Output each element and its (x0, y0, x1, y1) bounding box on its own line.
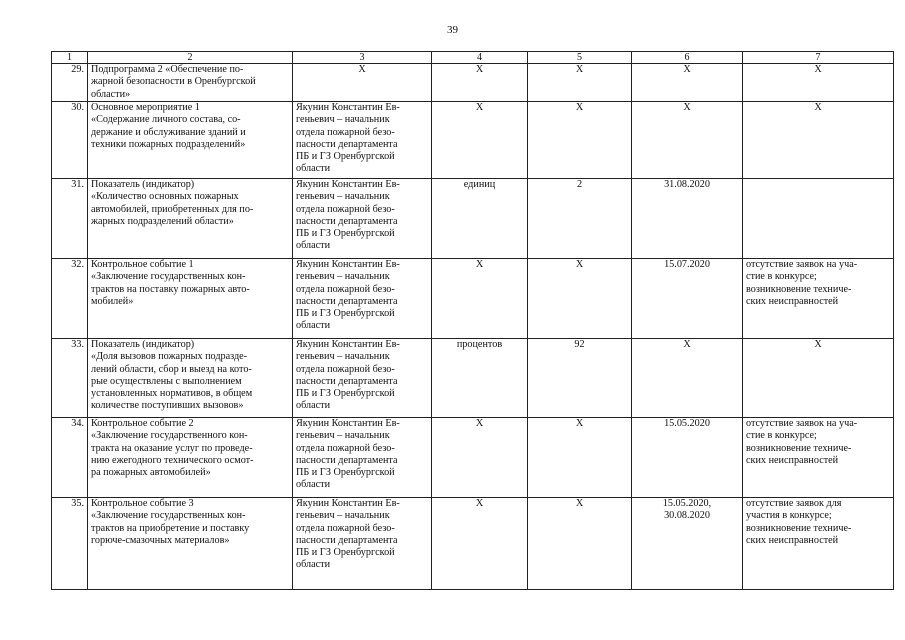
risks: X (743, 102, 894, 179)
deadline-date: X (632, 64, 743, 102)
column-header: 5 (528, 52, 632, 64)
column-header: 3 (293, 52, 432, 64)
unit: X (432, 418, 528, 498)
row-number: 35. (52, 498, 88, 590)
risks: отсутствие заявок на уча- стие в конкурсе; возникновение техниче- ских неисправностей (743, 418, 894, 498)
responsible-person: Якунин Константин Ев- геньевич – начальник отдела пожарной безо- пасности департамента ПБ и ГЗ Оренбургской области (293, 102, 432, 179)
responsible-person: Якунин Константин Ев- геньевич – начальник отдела пожарной безо- пасности департамента ПБ и ГЗ Оренбургской области (293, 418, 432, 498)
table-row (52, 498, 894, 590)
unit: X (432, 259, 528, 339)
row-number: 30. (52, 102, 88, 179)
column-header-row (52, 52, 894, 64)
column-header: 1 (52, 52, 88, 64)
responsible-person: Якунин Константин Ев- геньевич – начальник отдела пожарной безо- пасности департамента ПБ и ГЗ Оренбургской области (293, 259, 432, 339)
table-row (52, 339, 894, 418)
deadline-date: 15.05.2020, 30.08.2020 (632, 498, 743, 590)
unit: процентов (432, 339, 528, 418)
plan-table (51, 51, 894, 590)
row-number: 31. (52, 179, 88, 259)
row-number: 29. (52, 64, 88, 102)
deadline-date: 15.07.2020 (632, 259, 743, 339)
responsible-person: X (293, 64, 432, 102)
risks (743, 179, 894, 259)
row-number: 33. (52, 339, 88, 418)
deadline-date: 31.08.2020 (632, 179, 743, 259)
unit: X (432, 102, 528, 179)
responsible-person: Якунин Константин Ев- геньевич – начальник отдела пожарной безо- пасности департамента ПБ и ГЗ Оренбургской области (293, 179, 432, 259)
column-header: 7 (743, 52, 894, 64)
table-row (52, 102, 894, 179)
deadline-date: X (632, 102, 743, 179)
unit: X (432, 498, 528, 590)
table-row (52, 64, 894, 102)
responsible-person: Якунин Константин Ев- геньевич – начальник отдела пожарной безо- пасности департамента ПБ и ГЗ Оренбургской области (293, 498, 432, 590)
item-name: Подпрограмма 2 «Обеспечение по- жарной безопасности в Оренбургской области» (88, 64, 293, 102)
table-row (52, 418, 894, 498)
unit: X (432, 64, 528, 102)
target-value: X (528, 102, 632, 179)
risks: отсутствие заявок на уча- стие в конкурсе; возникновение техниче- ских неисправностей (743, 259, 894, 339)
target-value: X (528, 498, 632, 590)
item-name: Контрольное событие 1 «Заключение государственных кон- трактов на поставку пожарных авто- мобилей» (88, 259, 293, 339)
responsible-person: Якунин Константин Ев- геньевич – начальник отдела пожарной безо- пасности департамента ПБ и ГЗ Оренбургской области (293, 339, 432, 418)
target-value: 2 (528, 179, 632, 259)
column-header: 4 (432, 52, 528, 64)
risks: X (743, 64, 894, 102)
target-value: 92 (528, 339, 632, 418)
item-name: Показатель (индикатор) «Доля вызовов пожарных подразде- лений области, сбор и выезд на кото- рые осуществлены с выполнением установленных нормативов, в общем количестве поступивших вызовов» (88, 339, 293, 418)
item-name: Показатель (индикатор) «Количество основных пожарных автомобилей, приобретенных для по- жарных подразделений области» (88, 179, 293, 259)
risks: X (743, 339, 894, 418)
target-value: X (528, 259, 632, 339)
page-number: 39 (447, 24, 458, 36)
risks: отсутствие заявок для участия в конкурсе; возникновение техниче- ских неисправностей (743, 498, 894, 590)
deadline-date: X (632, 339, 743, 418)
deadline-date: 15.05.2020 (632, 418, 743, 498)
item-name: Основное мероприятие 1 «Содержание личного состава, со- держание и обслуживание зданий и техники пожарных подразделений» (88, 102, 293, 179)
target-value: X (528, 418, 632, 498)
unit: единиц (432, 179, 528, 259)
row-number: 32. (52, 259, 88, 339)
column-header: 6 (632, 52, 743, 64)
column-header: 2 (88, 52, 293, 64)
item-name: Контрольное событие 2 «Заключение государственного кон- тракта на оказание услуг по проведе- нию ежегодного технического осмот- ра пожарных автомобилей» (88, 418, 293, 498)
row-number: 34. (52, 418, 88, 498)
item-name: Контрольное событие 3 «Заключение государственных кон- трактов на приобретение и поставку горюче-смазочных материалов» (88, 498, 293, 590)
table-row (52, 179, 894, 259)
table-row (52, 259, 894, 339)
target-value: X (528, 64, 632, 102)
